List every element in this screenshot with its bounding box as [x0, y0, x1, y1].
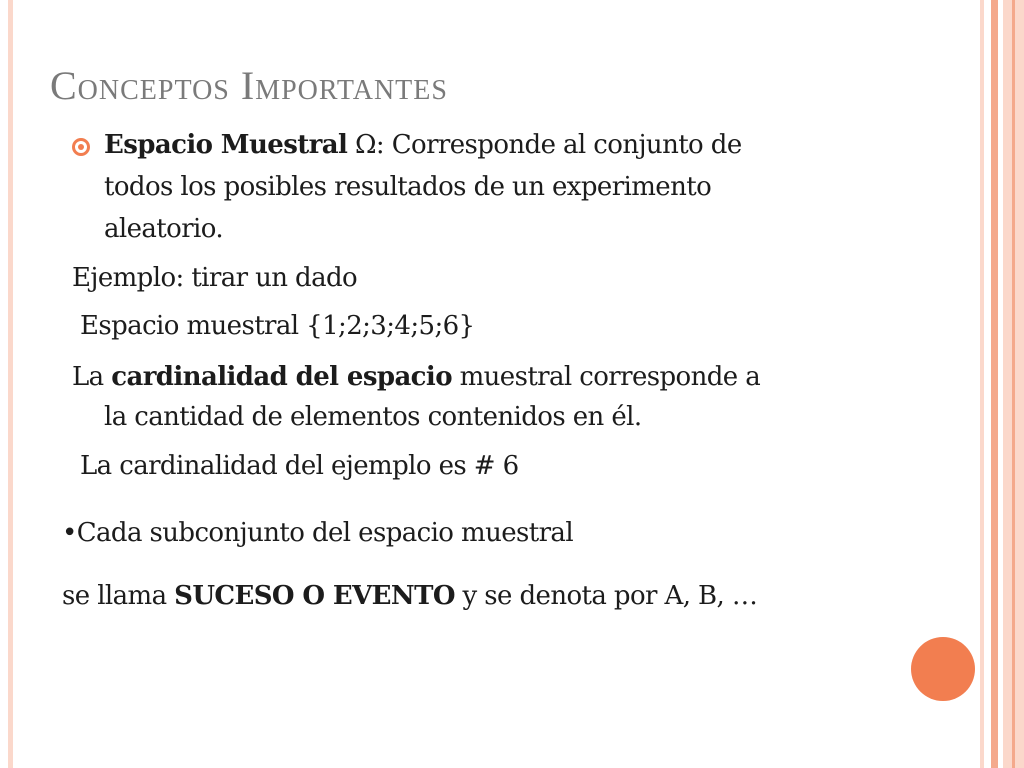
sample-space-definition-line-2: todos los posibles resultados de un experimento — [104, 172, 712, 202]
subset-line-2 — [62, 580, 757, 612]
right-border-stripe-light — [980, 0, 984, 768]
orange-circle-bullet-icon — [70, 136, 92, 158]
event-term: SUCESO O EVENTO — [174, 581, 455, 611]
subset-post: y se denota por A, B, … — [454, 581, 758, 611]
example-line: Ejemplo: tirar un dado — [72, 263, 358, 293]
cardinality-term: cardinalidad del espacio — [111, 362, 452, 392]
subset-line-1: •Cada subconjunto del espacio muestral — [62, 518, 574, 548]
cardinality-post: muestral corresponde a — [451, 362, 761, 392]
cardinality-pre: La — [72, 362, 112, 392]
sample-space-example-line: Espacio muestral {1;2;3;4;5;6} — [80, 311, 475, 341]
cardinality-example-line: La cardinalidad del ejemplo es # 6 — [80, 451, 519, 481]
slide-title: Conceptos Importantes — [50, 63, 448, 108]
omega-symbol: Ω — [354, 130, 376, 160]
right-border-stripe-thin — [1012, 0, 1015, 768]
subset-pre: se llama — [62, 581, 175, 611]
cardinality-line-2: la cantidad de elementos contenidos en él. — [104, 402, 642, 432]
sample-space-definition-line-1 — [104, 129, 742, 161]
right-border-stripe-mid — [991, 0, 998, 768]
left-border-stripe — [8, 0, 13, 768]
sample-space-term: Espacio Muestral — [104, 130, 348, 160]
sample-space-definition-line-3: aleatorio. — [104, 214, 224, 244]
orange-circle-decoration — [911, 637, 975, 701]
definition-text: : Corresponde al conjunto de — [375, 130, 742, 160]
cardinality-line-1 — [72, 361, 760, 393]
